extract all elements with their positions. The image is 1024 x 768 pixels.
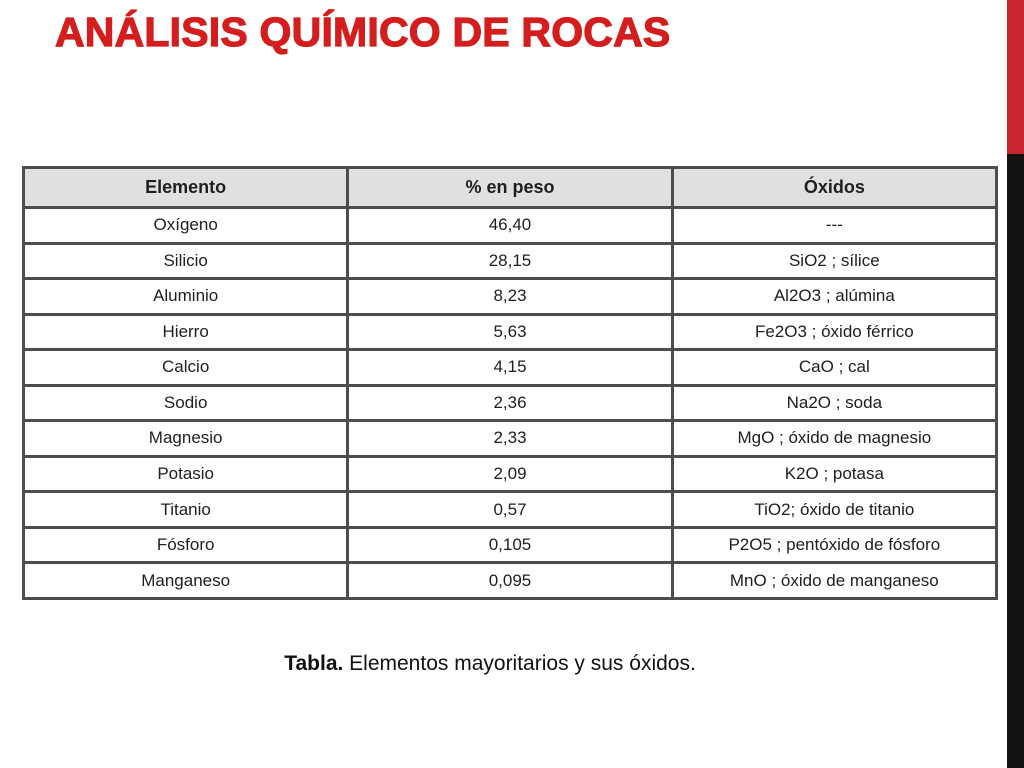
cell-elemento: Calcio (25, 351, 346, 384)
table-row (25, 564, 995, 597)
elements-table (22, 166, 998, 600)
side-accent-bar-red (1007, 0, 1024, 154)
cell-oxidos: K2O ; potasa (674, 458, 995, 491)
side-accent-bar (1007, 0, 1024, 768)
table-row (25, 529, 995, 562)
cell-porcentaje: 5,63 (349, 316, 670, 349)
cell-porcentaje: 0,105 (349, 529, 670, 562)
column-header-porcentaje: % en peso (349, 169, 670, 206)
side-accent-bar-dark (1007, 154, 1024, 768)
table-row (25, 209, 995, 242)
table-caption (0, 652, 980, 676)
cell-porcentaje: 2,36 (349, 387, 670, 420)
cell-elemento: Hierro (25, 316, 346, 349)
cell-elemento: Fósforo (25, 529, 346, 562)
column-header-elemento: Elemento (25, 169, 346, 206)
slide-title: ANÁLISIS QUÍMICO DE ROCAS (55, 9, 671, 55)
cell-elemento: Titanio (25, 493, 346, 526)
cell-porcentaje: 28,15 (349, 245, 670, 278)
cell-elemento: Silicio (25, 245, 346, 278)
cell-porcentaje: 0,57 (349, 493, 670, 526)
cell-porcentaje: 8,23 (349, 280, 670, 313)
cell-oxidos: P2O5 ; pentóxido de fósforo (674, 529, 995, 562)
table-row (25, 387, 995, 420)
cell-elemento: Sodio (25, 387, 346, 420)
cell-porcentaje: 46,40 (349, 209, 670, 242)
table-header-row (25, 169, 995, 206)
caption-text: Elementos mayoritarios y sus óxidos. (343, 652, 696, 675)
caption-label: Tabla. (284, 652, 344, 675)
table-row (25, 493, 995, 526)
cell-porcentaje: 4,15 (349, 351, 670, 384)
table-row (25, 351, 995, 384)
cell-elemento: Potasio (25, 458, 346, 491)
cell-elemento: Aluminio (25, 280, 346, 313)
cell-oxidos: TiO2; óxido de titanio (674, 493, 995, 526)
cell-oxidos: Al2O3 ; alúmina (674, 280, 995, 313)
cell-oxidos: MgO ; óxido de magnesio (674, 422, 995, 455)
table-row (25, 316, 995, 349)
table-row (25, 458, 995, 491)
cell-porcentaje: 2,33 (349, 422, 670, 455)
cell-elemento: Manganeso (25, 564, 346, 597)
cell-oxidos: Na2O ; soda (674, 387, 995, 420)
cell-oxidos: SiO2 ; sílice (674, 245, 995, 278)
cell-oxidos: Fe2O3 ; óxido férrico (674, 316, 995, 349)
cell-oxidos: MnO ; óxido de manganeso (674, 564, 995, 597)
column-header-oxidos: Óxidos (674, 169, 995, 206)
cell-oxidos: --- (674, 209, 995, 242)
table-row (25, 422, 995, 455)
cell-porcentaje: 2,09 (349, 458, 670, 491)
cell-elemento: Oxígeno (25, 209, 346, 242)
cell-elemento: Magnesio (25, 422, 346, 455)
cell-oxidos: CaO ; cal (674, 351, 995, 384)
table-row (25, 245, 995, 278)
cell-porcentaje: 0,095 (349, 564, 670, 597)
table-frame (22, 166, 998, 600)
table-row (25, 280, 995, 313)
